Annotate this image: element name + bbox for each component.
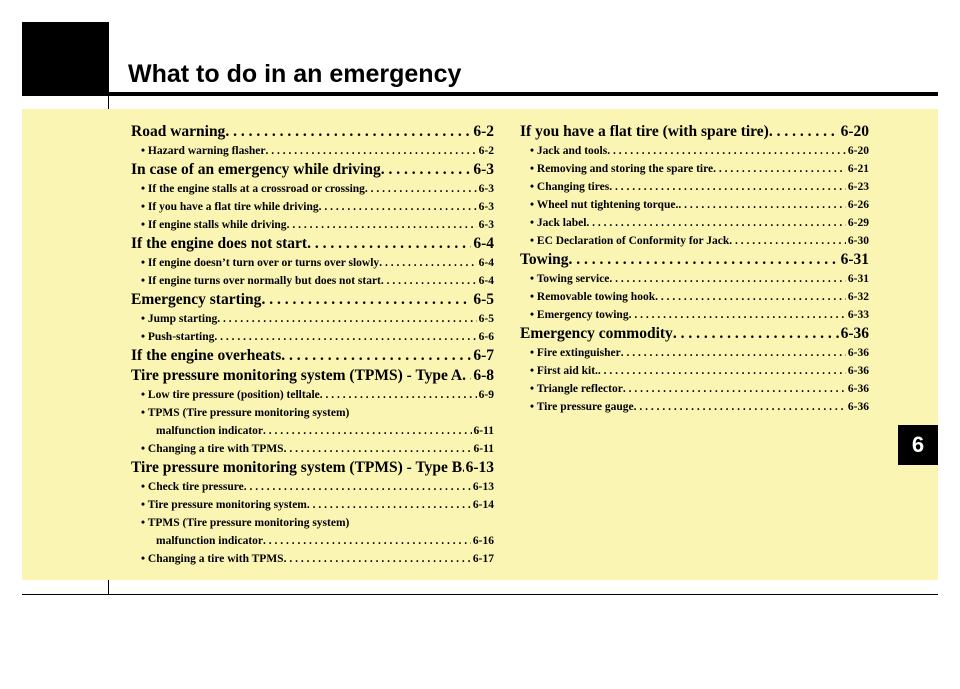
toc-page-number: 6-29 xyxy=(847,217,869,229)
toc-page-number: 6-2 xyxy=(473,123,494,140)
toc-subsection-entry[interactable] xyxy=(131,216,494,234)
toc-page-number: 6-11 xyxy=(473,443,494,455)
toc-leader-dots xyxy=(609,178,846,196)
toc-section-entry[interactable] xyxy=(520,324,869,344)
toc-page-number: 6-13 xyxy=(472,481,494,493)
toc-page-number: 6-23 xyxy=(847,181,869,193)
toc-entry-label: If the engine overheats xyxy=(131,347,282,364)
toc-subsection-entry[interactable] xyxy=(131,272,494,290)
toc-subsection-entry[interactable] xyxy=(520,178,869,196)
toc-leader-dots xyxy=(381,272,477,290)
toc-entry-label: • If engine turns over normally but does not start xyxy=(141,275,381,287)
toc-subsection-entry[interactable] xyxy=(131,180,494,198)
toc-leader-dots xyxy=(319,198,477,216)
toc-subsection-entry[interactable] xyxy=(520,232,869,250)
toc-leader-dots xyxy=(623,380,846,398)
toc-entry-label: • Removable towing hook xyxy=(530,291,656,303)
toc-section-entry[interactable] xyxy=(131,290,494,310)
toc-left-column xyxy=(131,122,494,568)
toc-entry-label: Emergency starting xyxy=(131,291,262,308)
toc-entry-label: Towing xyxy=(520,251,569,268)
toc-subsection-entry[interactable] xyxy=(520,142,869,160)
toc-entry-label: If you have a flat tire (with spare tire) xyxy=(520,123,769,140)
toc-subsection-entry[interactable] xyxy=(520,380,869,398)
toc-leader-dots xyxy=(678,196,846,214)
toc-section-entry[interactable] xyxy=(131,458,494,478)
toc-entry-label: If the engine does not start xyxy=(131,235,308,252)
toc-page-number: 6-32 xyxy=(847,291,869,303)
toc-leader-dots xyxy=(713,160,846,178)
toc-page-number: 6-36 xyxy=(847,383,869,395)
toc-leader-dots xyxy=(729,232,846,250)
toc-page-number: 6-33 xyxy=(847,309,869,321)
toc-page-number: 6-3 xyxy=(478,183,494,195)
toc-entry-label: • First aid kit. xyxy=(530,365,598,377)
toc-leader-dots xyxy=(634,398,846,416)
toc-leader-dots xyxy=(598,362,846,380)
toc-entry-label: • Check tire pressure xyxy=(141,481,244,493)
chapter-tab[interactable]: 6 xyxy=(898,425,938,465)
toc-page-number: 6-17 xyxy=(472,553,494,565)
toc-subsection-entry[interactable] xyxy=(520,288,869,306)
toc-subsection-entry[interactable] xyxy=(520,344,869,362)
toc-page-number: 6-3 xyxy=(478,201,494,213)
toc-subsection-entry[interactable] xyxy=(131,386,494,404)
toc-entry-label: In case of an emergency while driving xyxy=(131,161,381,178)
header-black-block xyxy=(22,22,109,92)
toc-entry-label: malfunction indicator xyxy=(156,535,264,547)
toc-subsection-entry[interactable] xyxy=(131,142,494,160)
toc-subsection-entry[interactable] xyxy=(131,532,494,550)
title-rule xyxy=(22,92,938,96)
toc-page-number: 6-4 xyxy=(478,257,494,269)
toc-leader-dots xyxy=(673,324,839,344)
toc-subsection-entry[interactable] xyxy=(131,254,494,272)
toc-leader-dots xyxy=(586,214,845,232)
toc-page-number: 6-11 xyxy=(473,425,494,437)
toc-leader-dots xyxy=(381,160,472,180)
toc-subsection-entry[interactable] xyxy=(520,306,869,324)
toc-leader-dots xyxy=(607,142,846,160)
toc-subsection-entry[interactable] xyxy=(520,270,869,288)
toc-page-number: 6-20 xyxy=(847,145,869,157)
toc-subsection-entry[interactable] xyxy=(131,422,494,440)
toc-page-number: 6-4 xyxy=(473,235,494,252)
toc-entry-label: • Wheel nut tightening torque. xyxy=(530,199,679,211)
toc-entry-label: • Changing tires xyxy=(530,181,610,193)
toc-entry-label: • If you have a flat tire while driving xyxy=(141,201,319,213)
toc-section-entry[interactable] xyxy=(520,122,869,142)
toc-leader-dots xyxy=(225,122,471,142)
toc-entry-label: • TPMS (Tire pressure monitoring system) xyxy=(141,407,350,419)
toc-entry-label: • Changing a tire with TPMS xyxy=(141,553,284,565)
toc-leader-dots xyxy=(462,366,471,386)
toc-entry-label: • TPMS (Tire pressure monitoring system) xyxy=(141,517,350,529)
toc-page-number: 6-36 xyxy=(847,401,869,413)
toc-leader-dots xyxy=(320,386,477,404)
toc-leader-dots xyxy=(621,344,846,362)
toc-page-number: 6-2 xyxy=(478,145,494,157)
toc-entry-label: Tire pressure monitoring system (TPMS) - Type A xyxy=(131,367,463,384)
toc-page-number: 6-26 xyxy=(847,199,869,211)
toc-page-number: 6-30 xyxy=(847,235,869,247)
toc-subsection-entry[interactable] xyxy=(131,404,494,422)
toc-entry-label: Emergency commodity xyxy=(520,325,673,342)
toc-section-entry[interactable] xyxy=(131,160,494,180)
toc-entry-label: • Tire pressure gauge xyxy=(530,401,634,413)
toc-subsection-entry[interactable] xyxy=(520,160,869,178)
toc-subsection-entry[interactable] xyxy=(520,398,869,416)
toc-leader-dots xyxy=(569,250,839,270)
toc-subsection-entry[interactable] xyxy=(520,214,869,232)
toc-leader-dots xyxy=(769,122,839,142)
toc-entry-label: • Jack and tools xyxy=(530,145,608,157)
toc-page-number: 6-16 xyxy=(472,535,494,547)
toc-entry-label: • Tire pressure monitoring system xyxy=(141,499,307,511)
toc-leader-dots xyxy=(265,142,476,160)
toc-subsection-entry[interactable] xyxy=(131,550,494,568)
toc-subsection-entry[interactable] xyxy=(131,478,494,496)
toc-section-entry[interactable] xyxy=(131,234,494,254)
toc-subsection-entry[interactable] xyxy=(131,198,494,216)
toc-page-number: 6-36 xyxy=(847,347,869,359)
toc-subsection-entry[interactable] xyxy=(520,362,869,380)
toc-entry-label: malfunction indicator xyxy=(156,425,264,437)
toc-subsection-entry[interactable] xyxy=(131,440,494,458)
toc-entry-label: • Emergency towing xyxy=(530,309,629,321)
toc-entry-label: • Changing a tire with TPMS xyxy=(141,443,284,455)
toc-leader-dots xyxy=(263,422,472,440)
toc-leader-dots xyxy=(284,440,472,458)
toc-entry-label: • Hazard warning flasher xyxy=(141,145,266,157)
toc-subsection-entry[interactable] xyxy=(131,328,494,346)
toc-leader-dots xyxy=(261,290,471,310)
toc-entry-label: Road warning xyxy=(131,123,226,140)
toc-entry-label: Tire pressure monitoring system (TPMS) - Type B xyxy=(131,459,463,476)
toc-subsection-entry[interactable] xyxy=(131,496,494,514)
toc-page-number: 6-9 xyxy=(478,389,494,401)
toc-leader-dots xyxy=(609,270,845,288)
toc-page-number: 6-31 xyxy=(847,273,869,285)
toc-page-number: 6-36 xyxy=(847,365,869,377)
toc-section-entry[interactable] xyxy=(520,250,869,270)
toc-leader-dots xyxy=(263,532,471,550)
toc-leader-dots xyxy=(217,310,476,328)
bottom-rule xyxy=(22,594,938,595)
toc-page-number: 6-36 xyxy=(840,325,869,342)
toc-leader-dots xyxy=(307,496,471,514)
toc-entry-label: • Low tire pressure (position) telltale xyxy=(141,389,320,401)
toc-right-column xyxy=(520,122,869,416)
toc-entry-label: • Removing and storing the spare tire xyxy=(530,163,714,175)
toc-leader-dots xyxy=(365,180,477,198)
toc-entry-label: • Jack label xyxy=(530,217,587,229)
toc-page-number: 6-5 xyxy=(478,313,494,325)
toc-page-number: 6-3 xyxy=(473,161,494,178)
toc-page-number: 6-31 xyxy=(840,251,869,268)
toc-page-number: 6-6 xyxy=(478,331,494,343)
toc-leader-dots xyxy=(281,346,471,366)
toc-leader-dots xyxy=(307,234,471,254)
toc-entry-label: • Push-starting xyxy=(141,331,215,343)
toc-leader-dots xyxy=(287,216,477,234)
toc-page-number: 6-8 xyxy=(473,367,494,384)
toc-entry-label: • EC Declaration of Conformity for Jack xyxy=(530,235,730,247)
page-title: What to do in an emergency xyxy=(128,60,462,88)
toc-subsection-entry[interactable] xyxy=(131,310,494,328)
toc-entry-label: • Jump starting xyxy=(141,313,218,325)
toc-leader-dots xyxy=(379,254,476,272)
toc-entry-label: • If the engine stalls at a crossroad or crossing xyxy=(141,183,365,195)
toc-entry-label: • If engine stalls while driving xyxy=(141,219,287,231)
toc-entry-label: • If engine doesn’t turn over or turns over slowly xyxy=(141,257,380,269)
toc-leader-dots xyxy=(244,478,471,496)
toc-leader-dots xyxy=(629,306,846,324)
toc-section-entry[interactable] xyxy=(131,346,494,366)
toc-entry-label: • Triangle reflector xyxy=(530,383,623,395)
toc-leader-dots xyxy=(655,288,846,306)
toc-page-number: 6-3 xyxy=(478,219,494,231)
toc-entry-label: • Towing service xyxy=(530,273,610,285)
toc-page-number: 6-14 xyxy=(472,499,494,511)
toc-page-number: 6-21 xyxy=(847,163,869,175)
toc-leader-dots xyxy=(214,328,476,346)
toc-subsection-entry[interactable] xyxy=(520,196,869,214)
toc-leader-dots xyxy=(284,550,471,568)
toc-page-number: 6-4 xyxy=(478,275,494,287)
toc-page-number: 6-20 xyxy=(840,123,869,140)
toc-page-number: 6-5 xyxy=(473,291,494,308)
toc-entry-label: • Fire extinguisher xyxy=(530,347,621,359)
toc-subsection-entry[interactable] xyxy=(131,514,494,532)
toc-page-number: 6-13 xyxy=(465,459,494,476)
toc-section-entry[interactable] xyxy=(131,122,494,142)
toc-page-number: 6-7 xyxy=(473,347,494,364)
toc-section-entry[interactable] xyxy=(131,366,494,386)
